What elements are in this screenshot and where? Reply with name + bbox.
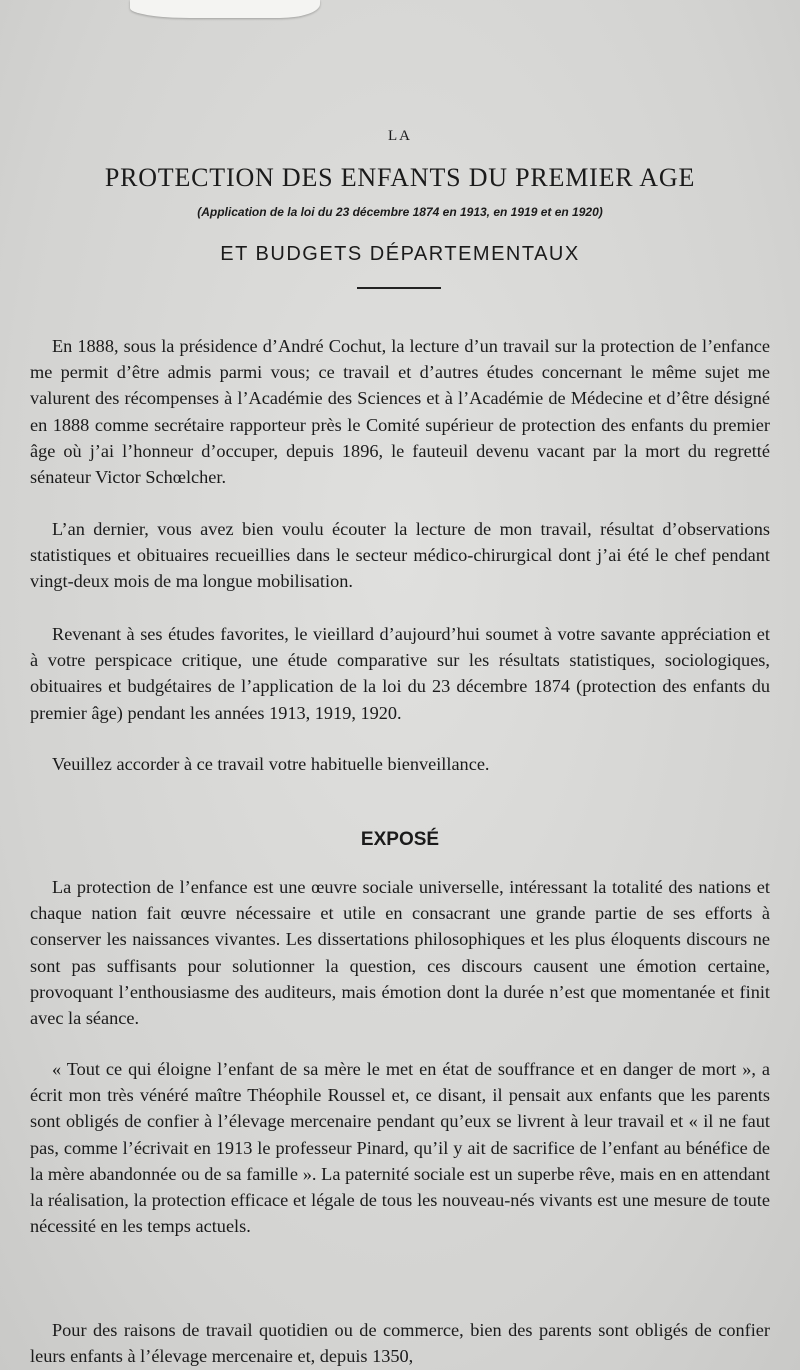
expose-paragraph-3: Pour des raisons de travail quotidien ou de commerce, bien des parents sont obligés de confier leurs enfants à l’élevage mercenaire et, depuis 1350,: [30, 1320, 770, 1367]
intro-paragraph-1: En 1888, sous la présidence d’André Cochut, la lecture d’un travail sur la protection de l’enfance me permit d’être admis parmi vous; ce travail et d’autres études concernant le même sujet me valurent des récompenses à l’Académie des Sciences et à l’Académie de Médecine et d’être désigné en 1888 comme secrétaire rapporteur près le Comité supérieur de protection des enfants du premier âge où j’ai l’honneur d’occuper, depuis 1896, le fauteuil devenu vacant par la mort du regretté sénateur Victor Schœlcher.: [30, 336, 770, 488]
expose-paragraph-2: « Tout ce qui éloigne l’enfant de sa mère le met en état de souffrance et en danger de mort », a écrit mon très vénéré maître Théophile Roussel et, ce disant, il pensait aux enfants que les parents sont obligés de confier à l’élevage mercenaire pendant qu’eux se livrent à leur travail et « il ne faut pas, comme l’écrivait en 1913 le professeur Pinard, qu’il y ait de sacrifice de l’enfant au bénéfice de la mère abandonnée ou de sa famille ». La paternité sociale est un superbe rêve, mais en en attendant la réalisation, la protection efficace et légale de tous les nouveau-nés vivants est une mesure de toute nécessité en les temps actuels.: [30, 1059, 770, 1237]
intro-paragraph-2: L’an dernier, vous avez bien voulu écouter la lecture de mon travail, résultat d’observations statistiques et obituaires recueillies dans le secteur médico-chirurgical dont j’ai été le chef pendant vingt-deux mois de ma longue mobilisation.: [30, 519, 770, 592]
title-subtitle: (Application de la loi du 23 décembre 1874 en 1913, en 1919 et en 1920): [197, 205, 603, 219]
torn-paper-corner: [130, 0, 320, 18]
title-kicker: LA: [388, 128, 412, 144]
title-second-line: ET BUDGETS DÉPARTEMENTAUX: [220, 243, 580, 265]
expose-paragraph-1: La protection de l’enfance est une œuvre sociale universelle, intéressant la totalité des nations et chaque nation fait œuvre nécessaire et utile en consacrant une grande partie de ses efforts à conserver les naissances vivantes. Les dissertations philosophiques et les plus éloquents discours ne sont pas suffisants pour solutionner la question, ces discours causent une émotion certaine, provoquant l’enthousiasme des auditeurs, mais émotion dont la durée n’est que momentanée et finit avec la séance.: [30, 877, 770, 1029]
section-heading-expose: EXPOSÉ: [360, 829, 440, 850]
title-divider: [357, 287, 441, 289]
page-title: PROTECTION DES ENFANTS DU PREMIER AGE: [104, 163, 696, 192]
intro-paragraph-3: Revenant à ses études favorites, le vieillard d’aujourd’hui soumet à votre savante appréciation et à votre perspicace critique, une étude comparative sur les résultats statistiques, sociologiques, obituaires et budgétaires de l’application de la loi du 23 décembre 1874 (protection des enfants du premier âge) pendant les années 1913, 1919, 1920.: [30, 624, 770, 723]
intro-paragraph-4: Veuillez accorder à ce travail votre habituelle bienveillance.: [52, 754, 490, 774]
